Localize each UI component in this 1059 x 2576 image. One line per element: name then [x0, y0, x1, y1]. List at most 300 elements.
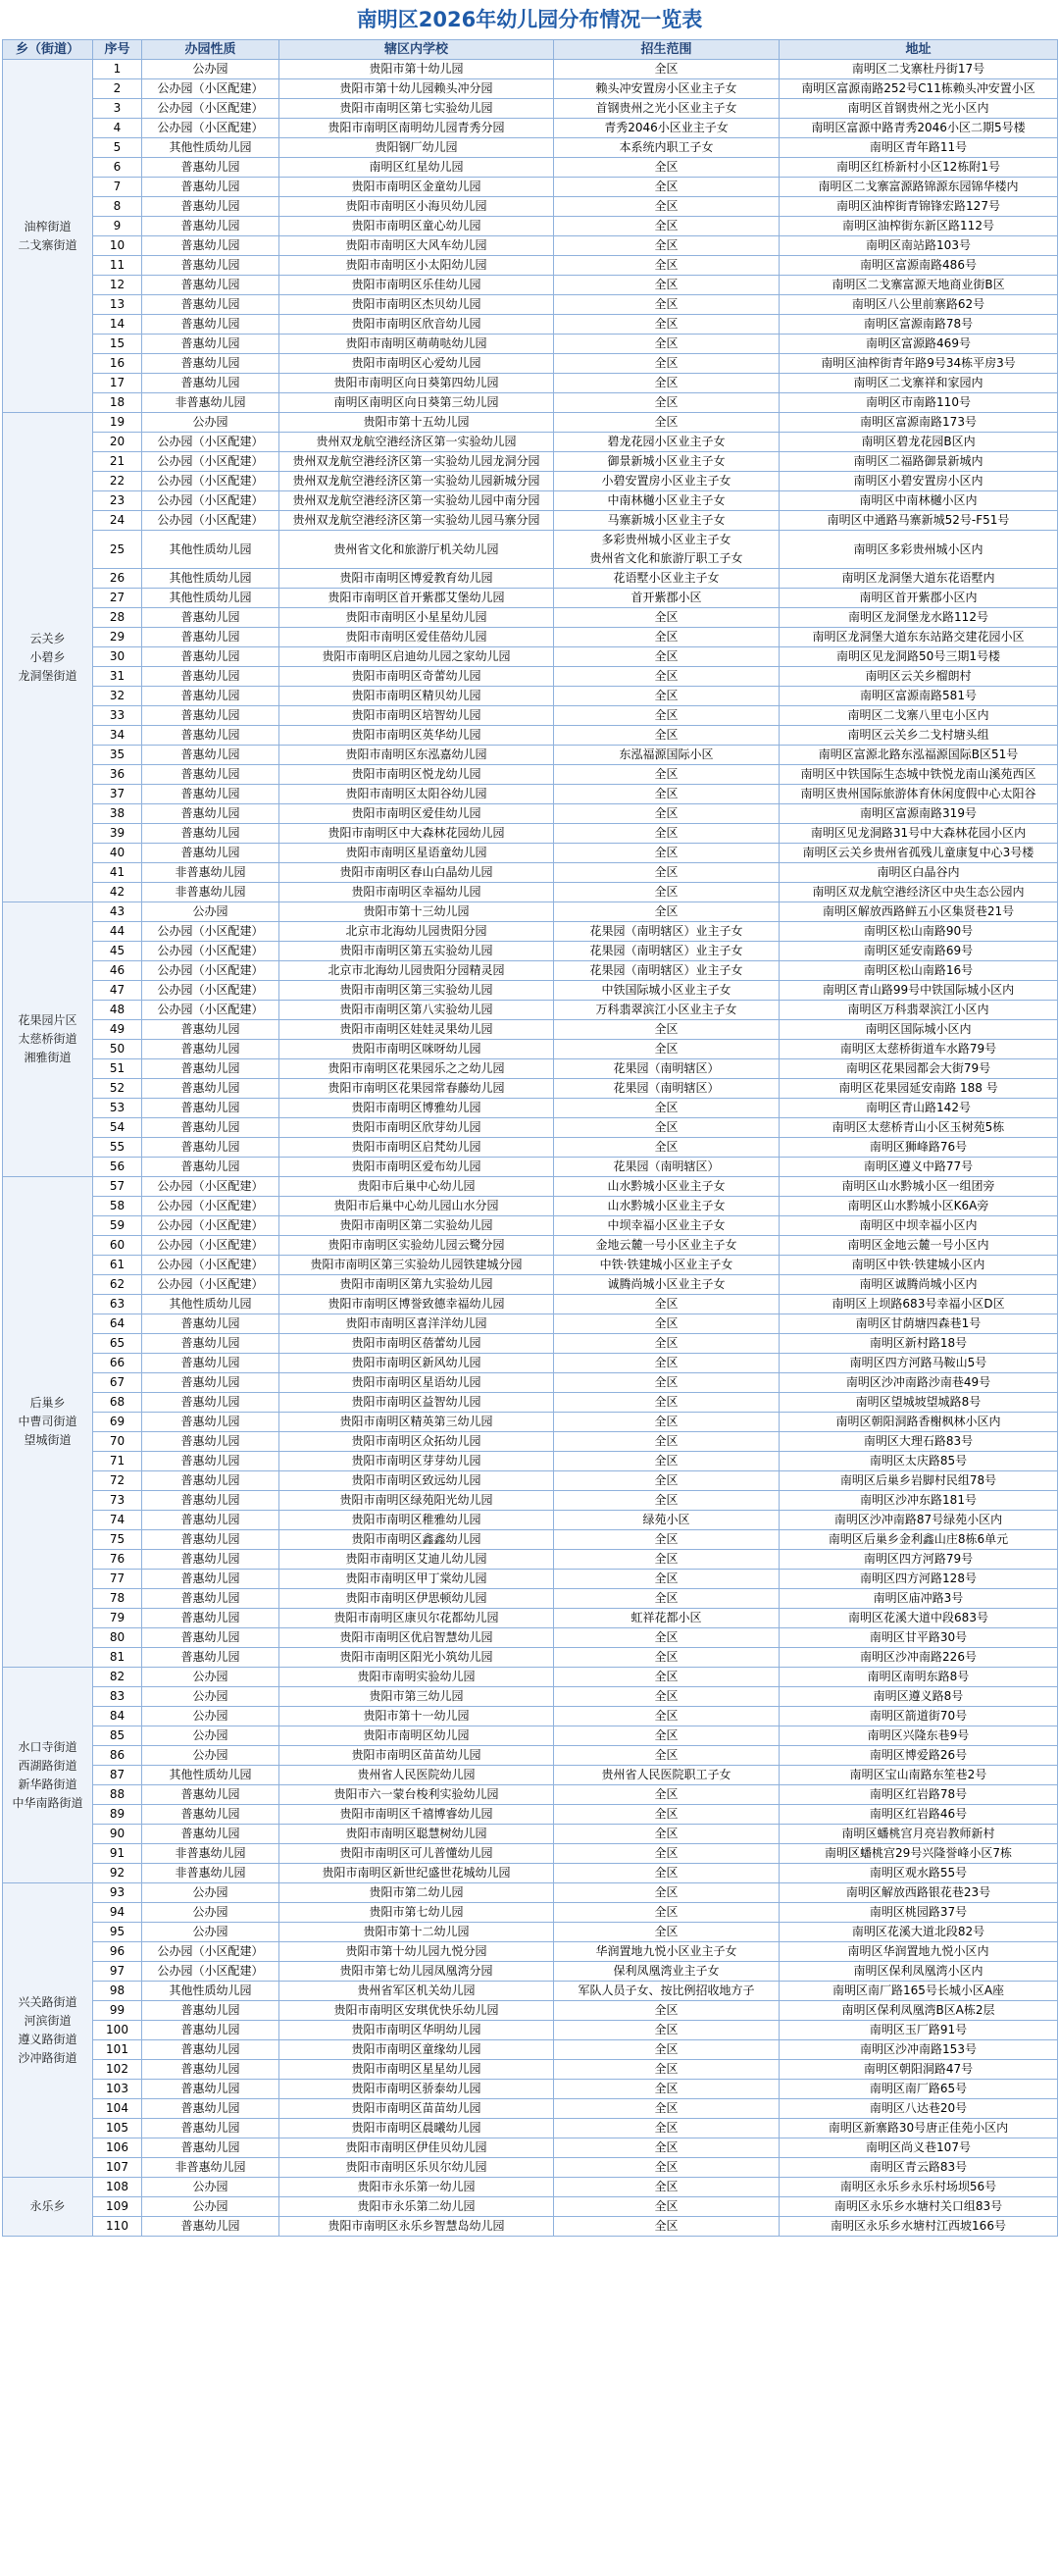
- scope-cell: [554, 531, 780, 569]
- index-cell: 2: [93, 79, 142, 99]
- scope-cell: 全区: [554, 2119, 780, 2138]
- table-row: [3, 1982, 1058, 2001]
- type-cell: 普惠幼儿园: [142, 785, 279, 804]
- school-cell: 贵阳市南明区千禧博睿幼儿园: [279, 1805, 554, 1825]
- school-cell: 贵阳市第十幼儿园九悦分园: [279, 1942, 554, 1962]
- table-row: [3, 2021, 1058, 2040]
- index-cell: 38: [93, 804, 142, 824]
- index-cell: 62: [93, 1275, 142, 1295]
- scope-cell: 全区: [554, 335, 780, 354]
- index-cell: 20: [93, 433, 142, 452]
- type-cell: 普惠幼儿园: [142, 1020, 279, 1040]
- index-cell: 93: [93, 1883, 142, 1903]
- type-cell: 普惠幼儿园: [142, 1079, 279, 1099]
- index-cell: 95: [93, 1923, 142, 1942]
- address-cell: 南明区尚义巷107号: [780, 2138, 1058, 2158]
- type-cell: 普惠幼儿园: [142, 236, 279, 256]
- table-row: [3, 2080, 1058, 2099]
- scope-cell: 全区: [554, 60, 780, 79]
- address-cell: 南明区博爱路26号: [780, 1746, 1058, 1766]
- table-row: [3, 687, 1058, 706]
- school-cell: 贵阳市南明区向日葵第四幼儿园: [279, 374, 554, 393]
- type-cell: 普惠幼儿园: [142, 647, 279, 667]
- scope-cell: 全区: [554, 883, 780, 902]
- school-cell: 贵阳市南明区第七实验幼儿园: [279, 99, 554, 119]
- school-cell: 贵阳市南明区实验幼儿园云鹭分园: [279, 1236, 554, 1256]
- type-cell: 普惠幼儿园: [142, 1059, 279, 1079]
- type-cell: 普惠幼儿园: [142, 804, 279, 824]
- index-cell: 36: [93, 765, 142, 785]
- scope-cell: 华润置地九悦小区业主子女: [554, 1942, 780, 1962]
- address-cell: 南明区龙洞堡龙水路112号: [780, 608, 1058, 628]
- address-cell: 南明区红桥新村小区12栋附1号: [780, 158, 1058, 178]
- table-row: [3, 863, 1058, 883]
- table-row: [3, 1530, 1058, 1550]
- table-row: [3, 1942, 1058, 1962]
- address-cell: 南明区富源路469号: [780, 335, 1058, 354]
- index-cell: 63: [93, 1295, 142, 1314]
- address-cell: 南明区沙冲南路153号: [780, 2040, 1058, 2060]
- address-cell: 南明区四方河路128号: [780, 1570, 1058, 1589]
- type-cell: 普惠幼儿园: [142, 687, 279, 706]
- school-cell: 贵州双龙航空港经济区第一实验幼儿园马寨分园: [279, 511, 554, 531]
- type-cell: 普惠幼儿园: [142, 1530, 279, 1550]
- scope-cell: 全区: [554, 2001, 780, 2021]
- table-row: [3, 413, 1058, 433]
- type-cell: 普惠幼儿园: [142, 2217, 279, 2237]
- address-cell: 南明区大理石路83号: [780, 1432, 1058, 1452]
- district-name-line: 中华南路街道: [12, 1795, 83, 1810]
- type-cell: 普惠幼儿园: [142, 295, 279, 315]
- address-cell: 南明区富源南路486号: [780, 256, 1058, 276]
- scope-cell: 全区: [554, 667, 780, 687]
- school-cell: 贵阳市南明区星语幼儿园: [279, 1373, 554, 1393]
- scope-cell: 全区: [554, 236, 780, 256]
- school-cell: 贵阳市第十二幼儿园: [279, 1923, 554, 1942]
- address-cell: 南明区花果园都会大街79号: [780, 1059, 1058, 1079]
- index-cell: 86: [93, 1746, 142, 1766]
- scope-cell: 全区: [554, 1628, 780, 1648]
- address-cell: 南明区二福路御景新城内: [780, 452, 1058, 472]
- index-cell: 90: [93, 1825, 142, 1844]
- district-name-line: 太慈桥街道: [18, 1032, 77, 1046]
- address-cell: 南明区碧龙花园B区内: [780, 433, 1058, 452]
- scope-cell: 全区: [554, 1687, 780, 1707]
- type-cell: 普惠幼儿园: [142, 1432, 279, 1452]
- address-cell: 南明区见龙洞路50号三期1号楼: [780, 647, 1058, 667]
- address-cell: 南明区永乐乡水塘村江西坡166号: [780, 2217, 1058, 2237]
- school-cell: 贵阳市南明区童缘幼儿园: [279, 2040, 554, 2060]
- school-cell: 贵阳市南明区伊思顿幼儿园: [279, 1589, 554, 1609]
- address-cell: 南明区富源南路319号: [780, 804, 1058, 824]
- address-cell: 南明区八达巷20号: [780, 2099, 1058, 2119]
- scope-cell: 全区: [554, 2060, 780, 2080]
- address-cell: 南明区朝阳洞路47号: [780, 2060, 1058, 2080]
- table-row: [3, 335, 1058, 354]
- address-cell: 南明区青山路142号: [780, 1099, 1058, 1118]
- index-cell: 13: [93, 295, 142, 315]
- table-row: [3, 511, 1058, 531]
- scope-cell: 中坝幸福小区业主子女: [554, 1216, 780, 1236]
- table-row: [3, 628, 1058, 647]
- address-cell: 南明区四方河路马鞍山5号: [780, 1354, 1058, 1373]
- school-cell: 贵州双龙航空港经济区第一实验幼儿园中南分园: [279, 491, 554, 511]
- address-cell: 南明区国际城小区内: [780, 1020, 1058, 1040]
- scope-cell: 全区: [554, 315, 780, 335]
- table-row: [3, 1413, 1058, 1432]
- scope-cell: 全区: [554, 844, 780, 863]
- district-name-line: 中曹司街道: [18, 1415, 77, 1428]
- table-row: [3, 1550, 1058, 1570]
- scope-cell: 花果园（南明辖区）业主子女: [554, 922, 780, 942]
- scope-cell: 全区: [554, 1334, 780, 1354]
- address-cell: 南明区太慈桥青山小区玉树苑5栋: [780, 1118, 1058, 1138]
- type-cell: 普惠幼儿园: [142, 354, 279, 374]
- table-row: [3, 1687, 1058, 1707]
- address-cell: 南明区兴隆东巷9号: [780, 1726, 1058, 1746]
- address-cell: 南明区松山南路90号: [780, 922, 1058, 942]
- table-row: [3, 158, 1058, 178]
- address-cell: 南明区万科翡翠滨江小区内: [780, 1001, 1058, 1020]
- table-row: [3, 1491, 1058, 1511]
- address-cell: 南明区中坝幸福小区内: [780, 1216, 1058, 1236]
- address-cell: 南明区首钢贵州之光小区内: [780, 99, 1058, 119]
- type-cell: 非普惠幼儿园: [142, 1864, 279, 1883]
- school-cell: 贵阳市南明区奇蕾幼儿园: [279, 667, 554, 687]
- table-row: [3, 531, 1058, 569]
- type-cell: 普惠幼儿园: [142, 1589, 279, 1609]
- index-cell: 58: [93, 1197, 142, 1216]
- address-cell: 南明区遵义路8号: [780, 1687, 1058, 1707]
- index-cell: 79: [93, 1609, 142, 1628]
- table-row: [3, 1609, 1058, 1628]
- table-row: [3, 138, 1058, 158]
- table-row: [3, 433, 1058, 452]
- district-name-line: 龙洞堡街道: [18, 668, 77, 683]
- type-cell: 公办园: [142, 2197, 279, 2217]
- scope-cell: 全区: [554, 1923, 780, 1942]
- table-row: [3, 1844, 1058, 1864]
- school-cell: 贵阳市南明区众拓幼儿园: [279, 1432, 554, 1452]
- scope-cell: 全区: [554, 2217, 780, 2237]
- address-cell: 南明区二戈寨八里屯小区内: [780, 706, 1058, 726]
- scope-cell: 全区: [554, 2040, 780, 2060]
- district-name-line: 云关乡: [29, 631, 66, 645]
- type-cell: 普惠幼儿园: [142, 1550, 279, 1570]
- scope-cell: 全区: [554, 647, 780, 667]
- index-cell: 33: [93, 706, 142, 726]
- scope-cell: 全区: [554, 1354, 780, 1373]
- type-cell: 普惠幼儿园: [142, 628, 279, 647]
- scope-cell: 全区: [554, 1550, 780, 1570]
- address-cell: 南明区白晶谷内: [780, 863, 1058, 883]
- index-cell: 6: [93, 158, 142, 178]
- district-cell: [3, 1177, 93, 1668]
- address-cell: 南明区新寨路30号唐正佳苑小区内: [780, 2119, 1058, 2138]
- school-cell: 贵阳市南明区苗苗幼儿园: [279, 2099, 554, 2119]
- address-cell: 南明区油榨街东新区路112号: [780, 217, 1058, 236]
- index-cell: 27: [93, 589, 142, 608]
- table-row: [3, 1903, 1058, 1923]
- address-cell: 南明区宝山南路东笙巷2号: [780, 1766, 1058, 1785]
- table-row: [3, 1099, 1058, 1118]
- school-cell: 贵阳市南明区乐佳幼儿园: [279, 276, 554, 295]
- school-cell: 贵州双龙航空港经济区第一实验幼儿园: [279, 433, 554, 452]
- school-cell: 贵阳市南明区康贝尔花都幼儿园: [279, 1609, 554, 1628]
- type-cell: 普惠幼儿园: [142, 1648, 279, 1668]
- table-row: [3, 1923, 1058, 1942]
- address-cell: 南明区花果园延安南路 188 号: [780, 1079, 1058, 1099]
- scope-cell: 全区: [554, 2158, 780, 2178]
- table-row: [3, 726, 1058, 746]
- address-cell: 南明区富源中路青秀2046小区二期5号楼: [780, 119, 1058, 138]
- address-cell: 南明区富源北路东泓福源国际B区51号: [780, 746, 1058, 765]
- index-cell: 40: [93, 844, 142, 863]
- address-cell: 南明区红岩路46号: [780, 1805, 1058, 1825]
- table-row: [3, 1256, 1058, 1275]
- address-cell: 南明区金地云麓一号小区内: [780, 1236, 1058, 1256]
- type-cell: 普惠幼儿园: [142, 2138, 279, 2158]
- scope-cell: 全区: [554, 1530, 780, 1550]
- school-cell: 贵阳市南明区阳光小筑幼儿园: [279, 1648, 554, 1668]
- type-cell: 普惠幼儿园: [142, 1825, 279, 1844]
- table-row: [3, 60, 1058, 79]
- table-row: [3, 1648, 1058, 1668]
- scope-cell: 保利凤凰湾业主子女: [554, 1962, 780, 1982]
- index-cell: 22: [93, 472, 142, 491]
- table-row: [3, 1746, 1058, 1766]
- table-row: [3, 1334, 1058, 1354]
- school-cell: 贵阳市南明区安琪优快乐幼儿园: [279, 2001, 554, 2021]
- scope-cell: 首开紫郡小区: [554, 589, 780, 608]
- school-cell: 贵阳市南明区伊佳贝幼儿园: [279, 2138, 554, 2158]
- school-cell: 贵阳市后巢中心幼儿园山水分园: [279, 1197, 554, 1216]
- address-cell: 南明区桃园路37号: [780, 1903, 1058, 1923]
- school-cell: 贵阳市南明区永乐乡智慧岛幼儿园: [279, 2217, 554, 2237]
- index-cell: 46: [93, 961, 142, 981]
- table-row: [3, 2178, 1058, 2197]
- scope-cell: 全区: [554, 2099, 780, 2119]
- scope-cell: 全区: [554, 1883, 780, 1903]
- type-cell: 普惠幼儿园: [142, 374, 279, 393]
- school-cell: 贵阳市南明区稚雅幼儿园: [279, 1511, 554, 1530]
- index-cell: 24: [93, 511, 142, 531]
- scope-cell: 全区: [554, 902, 780, 922]
- scope-cell: 全区: [554, 2138, 780, 2158]
- table-row: [3, 1236, 1058, 1256]
- header-row: [3, 40, 1058, 60]
- school-cell: 贵阳市南明区致远幼儿园: [279, 1471, 554, 1491]
- type-cell: 普惠幼儿园: [142, 2021, 279, 2040]
- school-cell: 贵阳市第十三幼儿园: [279, 902, 554, 922]
- index-cell: 10: [93, 236, 142, 256]
- index-cell: 23: [93, 491, 142, 511]
- address-cell: 南明区油榨街青锦锋宏路127号: [780, 197, 1058, 217]
- table-row: [3, 2197, 1058, 2217]
- address-cell: 南明区望城坡望城路8号: [780, 1393, 1058, 1413]
- table-row: [3, 608, 1058, 628]
- school-cell: 贵阳市南明区新世纪盛世花城幼儿园: [279, 1864, 554, 1883]
- school-cell: 贵阳市南明区精贝幼儿园: [279, 687, 554, 706]
- type-cell: 普惠幼儿园: [142, 746, 279, 765]
- table-row: [3, 374, 1058, 393]
- address-cell: 南明区太慈桥街道车水路79号: [780, 1040, 1058, 1059]
- address-cell: 南明区南厂路65号: [780, 2080, 1058, 2099]
- scope-cell: 全区: [554, 1020, 780, 1040]
- type-cell: 公办园（小区配建）: [142, 1942, 279, 1962]
- scope-cell: 花果园（南明辖区）: [554, 1158, 780, 1177]
- type-cell: 普惠幼儿园: [142, 197, 279, 217]
- index-cell: 60: [93, 1236, 142, 1256]
- school-cell: 南明区红星幼儿园: [279, 158, 554, 178]
- type-cell: 普惠幼儿园: [142, 335, 279, 354]
- type-cell: 其他性质幼儿园: [142, 589, 279, 608]
- school-cell: 贵阳市南明区星星幼儿园: [279, 2060, 554, 2080]
- table-row: [3, 236, 1058, 256]
- address-cell: 南明区沙冲南路226号: [780, 1648, 1058, 1668]
- school-cell: 贵阳市南明区晨曦幼儿园: [279, 2119, 554, 2138]
- index-cell: 96: [93, 1942, 142, 1962]
- district-name-line: 遵义路街道: [18, 2032, 77, 2046]
- scope-cell: 全区: [554, 2080, 780, 2099]
- district-cell: [3, 2178, 93, 2237]
- type-cell: 普惠幼儿园: [142, 276, 279, 295]
- address-cell: 南明区中铁·铁建城小区内: [780, 1256, 1058, 1275]
- address-cell: 南明区上坝路683号幸福小区D区: [780, 1295, 1058, 1314]
- index-cell: 28: [93, 608, 142, 628]
- table-row: [3, 2217, 1058, 2237]
- type-cell: 普惠幼儿园: [142, 1452, 279, 1471]
- table-row: [3, 1452, 1058, 1471]
- index-cell: 83: [93, 1687, 142, 1707]
- table-row: [3, 452, 1058, 472]
- type-cell: 普惠幼儿园: [142, 726, 279, 746]
- scope-cell: 山水黔城小区业主子女: [554, 1177, 780, 1197]
- table-row: [3, 1511, 1058, 1530]
- index-cell: 17: [93, 374, 142, 393]
- table-row: [3, 1432, 1058, 1452]
- table-row: [3, 2099, 1058, 2119]
- type-cell: 公办园（小区配建）: [142, 99, 279, 119]
- index-cell: 55: [93, 1138, 142, 1158]
- type-cell: 公办园（小区配建）: [142, 981, 279, 1001]
- school-cell: 贵阳市第十五幼儿园: [279, 413, 554, 433]
- scope-cell: 全区: [554, 374, 780, 393]
- school-cell: 南明区南明区向日葵第三幼儿园: [279, 393, 554, 413]
- school-cell: 贵阳市南明区可儿普懂幼儿园: [279, 1844, 554, 1864]
- address-cell: 南明区箭道街70号: [780, 1707, 1058, 1726]
- scope-cell: 全区: [554, 765, 780, 785]
- school-cell: 贵阳市南明区心爱幼儿园: [279, 354, 554, 374]
- scope-cell: 山水黔城小区业主子女: [554, 1197, 780, 1216]
- address-cell: 南明区遵义中路77号: [780, 1158, 1058, 1177]
- index-cell: 16: [93, 354, 142, 374]
- index-cell: 54: [93, 1118, 142, 1138]
- school-cell: 贵阳市后巢中心幼儿园: [279, 1177, 554, 1197]
- school-cell: 贵阳市南明区东泓嘉幼儿园: [279, 746, 554, 765]
- scope-cell: 全区: [554, 1471, 780, 1491]
- index-cell: 88: [93, 1785, 142, 1805]
- type-cell: 普惠幼儿园: [142, 844, 279, 863]
- type-cell: 普惠幼儿园: [142, 765, 279, 785]
- table-row: [3, 276, 1058, 295]
- type-cell: 其他性质幼儿园: [142, 1295, 279, 1314]
- index-cell: 15: [93, 335, 142, 354]
- table-row: [3, 1197, 1058, 1216]
- type-cell: 普惠幼儿园: [142, 1373, 279, 1393]
- type-cell: 公办园（小区配建）: [142, 433, 279, 452]
- school-cell: 贵阳市南明区爱佳幼儿园: [279, 804, 554, 824]
- index-cell: 69: [93, 1413, 142, 1432]
- type-cell: 普惠幼儿园: [142, 1138, 279, 1158]
- school-cell: 贵阳市第三幼儿园: [279, 1687, 554, 1707]
- table-row: [3, 1805, 1058, 1825]
- scope-cell: 全区: [554, 1668, 780, 1687]
- address-cell: 南明区南厂路165号长城小区A座: [780, 1982, 1058, 2001]
- table-row: [3, 1766, 1058, 1785]
- district-name-line: 河滨街道: [24, 2013, 72, 2028]
- index-cell: 65: [93, 1334, 142, 1354]
- scope-cell: 全区: [554, 1570, 780, 1589]
- scope-cell: 军队人员子女、按比例招收地方子: [554, 1982, 780, 2001]
- school-cell: 贵阳市南明区第二实验幼儿园: [279, 1216, 554, 1236]
- table-row: [3, 178, 1058, 197]
- index-cell: 35: [93, 746, 142, 765]
- scope-cell: 花果园（南明辖区）业主子女: [554, 961, 780, 981]
- school-cell: 贵阳市南明区杰贝幼儿园: [279, 295, 554, 315]
- address-cell: 南明区青年路11号: [780, 138, 1058, 158]
- table-row: [3, 804, 1058, 824]
- scope-cell: 全区: [554, 158, 780, 178]
- index-cell: 103: [93, 2080, 142, 2099]
- school-cell: 贵阳市南明区欣音幼儿园: [279, 315, 554, 335]
- type-cell: 普惠幼儿园: [142, 1314, 279, 1334]
- scope-cell: 全区: [554, 628, 780, 647]
- type-cell: 公办园（小区配建）: [142, 511, 279, 531]
- index-cell: 76: [93, 1550, 142, 1570]
- district-cell: [3, 1883, 93, 2178]
- index-cell: 26: [93, 569, 142, 589]
- header-index: 序号: [93, 40, 142, 60]
- table-row: [3, 1373, 1058, 1393]
- address-cell: 南明区红岩路78号: [780, 1785, 1058, 1805]
- school-cell: 贵阳市南明区苗苗幼儿园: [279, 1746, 554, 1766]
- district-name-line: 永乐乡: [29, 2199, 66, 2213]
- type-cell: 公办园（小区配建）: [142, 1177, 279, 1197]
- address-cell: 南明区延安南路69号: [780, 942, 1058, 961]
- address-cell: 南明区沙冲东路181号: [780, 1491, 1058, 1511]
- school-cell: 贵阳市南明区博誉致德幸福幼儿园: [279, 1295, 554, 1314]
- address-cell: 南明区龙洞堡大道东东站路交建花园小区: [780, 628, 1058, 647]
- table-row: [3, 393, 1058, 413]
- scope-cell: 全区: [554, 824, 780, 844]
- index-cell: 32: [93, 687, 142, 706]
- type-cell: 公办园（小区配建）: [142, 491, 279, 511]
- index-cell: 67: [93, 1373, 142, 1393]
- type-cell: 公办园: [142, 1726, 279, 1746]
- scope-cell: 全区: [554, 2021, 780, 2040]
- table-row: [3, 1216, 1058, 1236]
- scope-cell: 御景新城小区业主子女: [554, 452, 780, 472]
- address-cell: 南明区太庆路85号: [780, 1452, 1058, 1471]
- scope-cell: 全区: [554, 1452, 780, 1471]
- district-name-line: 后巢乡: [29, 1396, 66, 1410]
- index-cell: 102: [93, 2060, 142, 2080]
- scope-cell: 全区: [554, 1413, 780, 1432]
- scope-cell: 全区: [554, 197, 780, 217]
- scope-cell: 中铁·铁建城小区业主子女: [554, 1256, 780, 1275]
- index-cell: 43: [93, 902, 142, 922]
